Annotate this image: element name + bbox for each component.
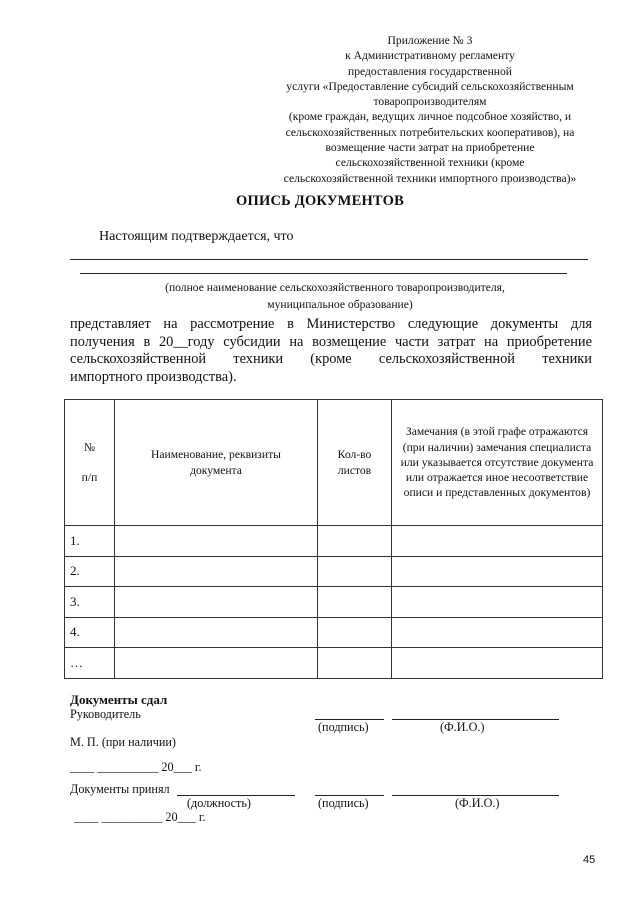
col-header-number — [65, 400, 115, 526]
page-number: 45 — [583, 854, 596, 866]
col-header-name: Наименование, реквизиты документа — [115, 400, 318, 526]
table-row — [65, 617, 603, 648]
appendix-line: Приложение № 3 — [387, 34, 473, 47]
row-number: 1. — [65, 526, 115, 557]
fill-line-2[interactable] — [80, 273, 567, 274]
received-heading: Документы принял — [70, 782, 170, 796]
received-fio-label: (Ф.И.О.) — [455, 796, 500, 810]
submitted-role: Руководитель — [70, 707, 141, 721]
row-cell-remarks[interactable] — [392, 617, 603, 648]
row-cell-name[interactable] — [115, 617, 318, 648]
row-cell-name[interactable] — [115, 587, 318, 618]
fill-line-1[interactable] — [70, 259, 588, 260]
confirm-text: Настоящим подтверждается, что — [99, 229, 294, 244]
received-position-label: (должность) — [187, 796, 251, 810]
document-title: ОПИСЬ ДОКУМЕНТОВ — [236, 193, 404, 209]
row-number: 2. — [65, 556, 115, 587]
appendix-line: возмещение части затрат на приобретение — [325, 141, 535, 155]
submitted-date[interactable]: ____ __________ 20___ г. — [70, 760, 202, 774]
row-number: 3. — [65, 587, 115, 618]
appendix-line: предоставления государственной — [348, 64, 512, 78]
received-date[interactable]: ____ __________ 20___ г. — [74, 810, 206, 824]
documents-table — [64, 399, 603, 679]
appendix-line: товаропроизводителям — [373, 95, 487, 109]
appendix-line: (кроме граждан, ведущих личное подсобное хозяйство, и — [288, 110, 572, 124]
appendix-line: сельскохозяйственных потребительских кооперативов), на — [285, 125, 575, 139]
row-cell-remarks[interactable] — [392, 587, 603, 618]
appendix-line: сельскохозяйственной техники (кроме — [335, 156, 525, 170]
row-cell-remarks[interactable] — [392, 648, 603, 679]
row-number: 4. — [65, 617, 115, 648]
row-cell-name[interactable] — [115, 648, 318, 679]
row-cell-name[interactable] — [115, 526, 318, 557]
appendix-line: к Административному регламенту — [345, 49, 515, 63]
row-cell-count[interactable] — [318, 556, 392, 587]
appendix-line: сельскохозяйственной техники импортного производства)» — [283, 171, 577, 185]
table-row — [65, 556, 603, 587]
col-header-number-sign: № — [83, 441, 96, 455]
submitted-fio-label: (Ф.И.О.) — [440, 720, 485, 734]
table-row — [65, 648, 603, 679]
row-cell-remarks[interactable] — [392, 556, 603, 587]
row-cell-count[interactable] — [318, 526, 392, 557]
col-header-remarks: Замечания (в этой графе отражаются (при наличии) замечания специалиста или указывается отсутствие документа или отражается иное несоответствие описи и представленных документов) — [392, 400, 603, 526]
row-cell-count[interactable] — [318, 587, 392, 618]
table-row — [65, 587, 603, 618]
row-cell-name[interactable] — [115, 556, 318, 587]
submitted-heading: Документы сдал — [70, 692, 168, 707]
received-sign-label: (подпись) — [318, 796, 369, 810]
col-header-number-pp: п/п — [81, 470, 98, 484]
col-header-count: Кол-во листов — [318, 400, 392, 526]
body-line: получения в 20__году субсидии на возмещение части затрат на приобретение — [70, 333, 592, 350]
appendix-line: услуги «Предоставление субсидий сельскохозяйственным — [286, 79, 574, 93]
submitted-sign-label: (подпись) — [318, 720, 369, 734]
table-row — [65, 526, 603, 557]
row-number: … — [65, 648, 115, 679]
caption-line-2: муниципальное образование) — [267, 298, 413, 311]
body-line: представляет на рассмотрение в Министерство следующие документы для — [70, 316, 592, 332]
body-line: импортного производства). — [70, 368, 237, 385]
stamp-label: М. П. (при наличии) — [70, 735, 176, 749]
body-line: сельскохозяйственной техники (кроме сельскохозяйственной техники — [70, 351, 592, 367]
appendix-header — [255, 33, 605, 186]
row-cell-count[interactable] — [318, 648, 392, 679]
row-cell-remarks[interactable] — [392, 526, 603, 557]
row-cell-count[interactable] — [318, 617, 392, 648]
table-header-row — [65, 400, 603, 526]
body-paragraph — [70, 316, 592, 386]
caption-line-1: (полное наименование сельскохозяйственного товаропроизводителя, — [165, 281, 505, 294]
